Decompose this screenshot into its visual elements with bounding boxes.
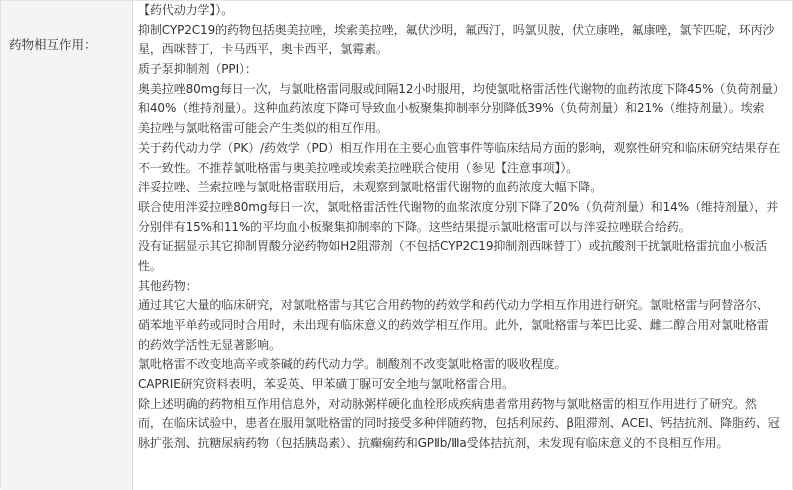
text-line: 其他药物： [138, 278, 198, 293]
row-label-cell [1, 1, 133, 490]
row-content-cell [134, 1, 793, 490]
text-line: 除上述明确的药物相互作用信息外，对动脉粥样硬化血栓形成疾病患者常用药物与氯吡格雷的相互作用进行了研究。然 [138, 396, 757, 411]
text-line: 氯吡格雷不改变地高辛或茶碱的药代动力学。制酸剂不改变氯吡格雷的吸收程度。 [138, 357, 567, 372]
text-line: 脉扩张剂、抗糖尿病药物（包括胰岛素）、抗癫痫药和GPⅡb/Ⅲa受体拮抗剂，未发现有临床意义的不良相互作用。 [138, 436, 729, 451]
text-line: 分别伴有15%和11%的平均血小板聚集抑制率的下降。这些结果提示氯吡格雷可以与泮妥拉唑联合给药。 [138, 219, 691, 234]
text-line: 硝苯地平单药或同时合用时，未出现有临床意义的药效学相互作用。此外，氯吡格雷与苯巴比妥、雌二醇合用对氯吡格雷 [138, 318, 769, 332]
text-line: 【药代动力学】）。 [138, 3, 234, 17]
text-line: 性。 [138, 258, 162, 273]
text-line: CAPRIE研究资料表明，苯妥英、甲苯磺丁脲可安全地与氯吡格雷合用。 [138, 377, 514, 392]
text-line: 泮妥拉唑、兰索拉唑与氯吡格雷联用后，未观察到氯吡格雷代谢物的血药浓度大幅下降。 [138, 180, 603, 195]
row-label: 药物相互作用： [9, 37, 97, 52]
text-line: 联合使用泮妥拉唑80mg每日一次，氯吡格雷活性代谢物的血浆浓度分别下降了20%（负荷剂量）和14%（维持剂量），并 [138, 199, 779, 214]
text-line: 抑制CYP2C19的药物包括奥美拉唑，埃索美拉唑，氟伏沙明，氟西汀，吗氯贝胺，伏立康唑，氟康唑，氯苄匹啶，环丙沙 [138, 22, 775, 37]
text-line: 质子泵抑制剂（PPI）： [138, 62, 257, 77]
text-line: 的药效学活性无显著影响。 [138, 337, 281, 352]
text-line: 没有证据显示其它抑制胃酸分泌药物如H2阻滞剂（不包括CYP2C19抑制剂西咪替丁）或抗酸剂干扰氯吡格雷抗血小板活 [138, 239, 768, 254]
text-line: 奥美拉唑80mg每日一次，与氯吡格雷同服或间隔12小时服用，均使氯吡格雷活性代谢物的血药浓度下降45%（负荷剂量） [138, 81, 785, 96]
text-line: 美拉唑与氯吡格雷可能会产生类似的相互作用。 [138, 121, 388, 136]
text-line: 不一致性。不推荐氯吡格雷与奥美拉唑或埃索美拉唑联合使用（参见【注意事项】）。 [138, 160, 579, 175]
text-line: 和40%（维持剂量）。这种血药浓度下降可导致血小板聚集抑制率分别降低39%（负荷剂量）和21%（维持剂量）。埃索 [138, 101, 765, 116]
text-line: 星，西咪替丁，卡马西平，奥卡西平，氯霉素。 [138, 42, 388, 57]
text-line: 关于药代动力学（PK）/药效学（PD）相互作用在主要心血管事件等临床结局方面的影响，观察性研究和临床研究结果存在 [138, 140, 781, 155]
text-line: 而，在临床试验中，患者在服用氯吡格雷的同时接受多种伴随药物，包括利尿药、β阻滞剂、ACEI、钙拮抗剂、降脂药、冠 [138, 416, 780, 431]
text-line: 通过其它大量的临床研究，对氯吡格雷与其它合用药物的药效学和药代动力学相互作用进行研究。氯吡格雷与阿替洛尔、 [138, 298, 769, 313]
